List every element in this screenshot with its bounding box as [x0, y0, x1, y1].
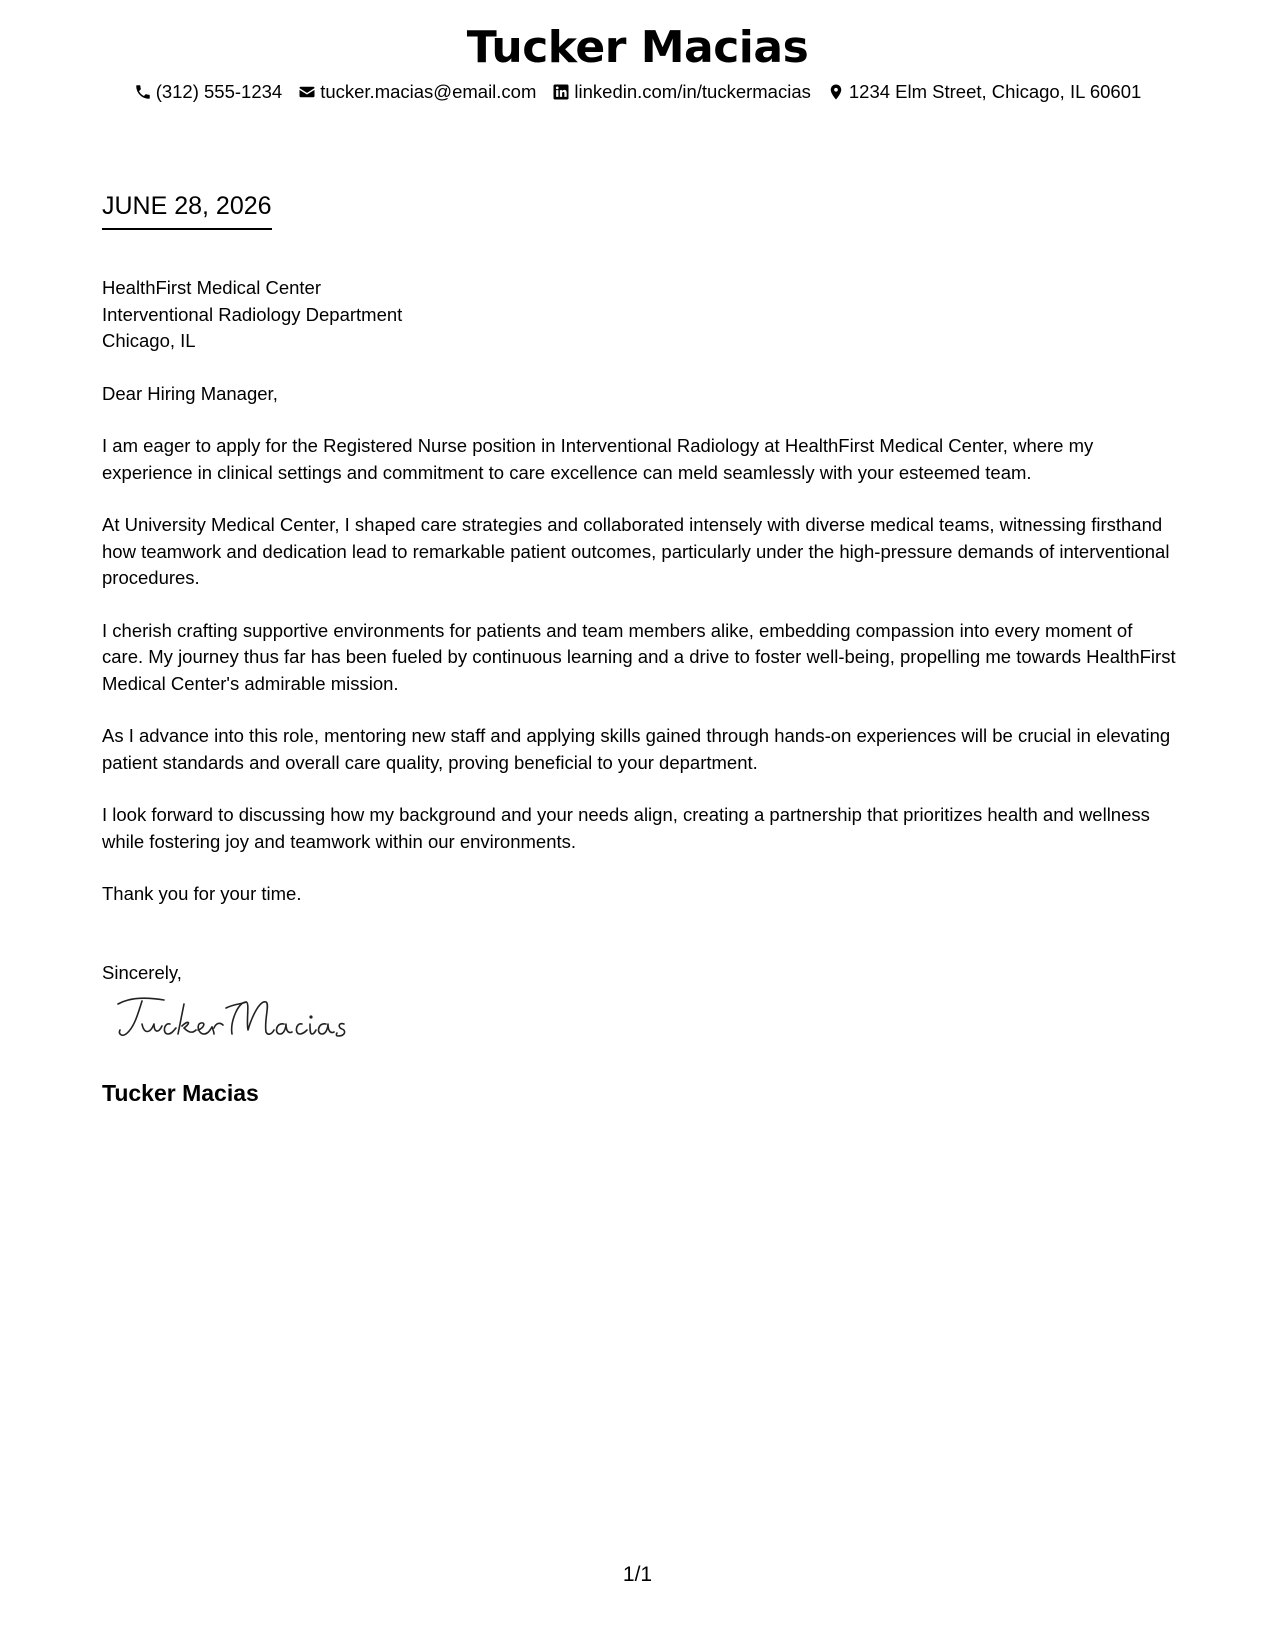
contact-linkedin	[552, 80, 810, 104]
map-pin-icon	[827, 83, 845, 101]
contact-bar	[0, 80, 1275, 104]
letter-date: JUNE 28, 2026	[102, 190, 272, 230]
closing-line: Sincerely,	[102, 961, 182, 983]
phone-icon	[134, 83, 152, 101]
signer-name: Tucker Macias	[102, 1080, 259, 1106]
street-address: 1234 Elm Street, Chicago, IL 60601	[848, 81, 1142, 102]
body-paragraph: At University Medical Center, I shaped care strategies and collaborated intensely with diverse medical teams, witnessing firsthand how teamwork and dedication lead to remarkable patient outcomes, particularly under the high-pressure demands of interventional procedures.	[102, 514, 1170, 588]
body-paragraph: As I advance into this role, mentoring new staff and applying skills gained through hands-on experiences will be crucial in elevating patient standards and overall care quality, proving beneficial to your department.	[102, 725, 1171, 773]
body-paragraph: I cherish crafting supportive environments for patients and team members alike, embedding compassion into every moment of care. My journey thus far has been fueled by continuous learning and a drive to foster well-being, propelling me towards HealthFirst Medical Center's admirable mission.	[102, 619, 1176, 694]
recipient-organization: HealthFirst Medical Center	[102, 277, 321, 298]
body-paragraph: I am eager to apply for the Registered Nurse position in Interventional Radiology at HealthFirst Medical Center, where my experience in clinical settings and commitment to care excellence can meld seamlessly with your esteemed team.	[102, 435, 1094, 483]
contact-address	[827, 80, 1141, 104]
envelope-icon	[298, 83, 316, 101]
thank-you-line: Thank you for your time.	[102, 883, 302, 904]
page-number: 1/1	[622, 1563, 653, 1586]
body-paragraph: I look forward to discussing how my background and your needs align, creating a partnership that prioritizes health and wellness while fostering joy and teamwork within our environments.	[102, 804, 1150, 852]
contact-phone	[134, 80, 283, 104]
linkedin-url: linkedin.com/in/tuckermacias	[574, 81, 811, 102]
contact-email	[298, 80, 536, 104]
applicant-name-heading: Tucker Macias	[466, 22, 809, 73]
linkedin-icon	[552, 83, 570, 101]
phone-number: (312) 555-1234	[155, 81, 283, 102]
recipient-department: Interventional Radiology Department	[102, 303, 403, 325]
salutation: Dear Hiring Manager,	[102, 382, 278, 404]
letter-body	[102, 249, 1177, 1012]
email-address: tucker.macias@email.com	[320, 81, 537, 102]
handwritten-signature	[112, 990, 362, 1050]
recipient-location: Chicago, IL	[102, 330, 196, 351]
